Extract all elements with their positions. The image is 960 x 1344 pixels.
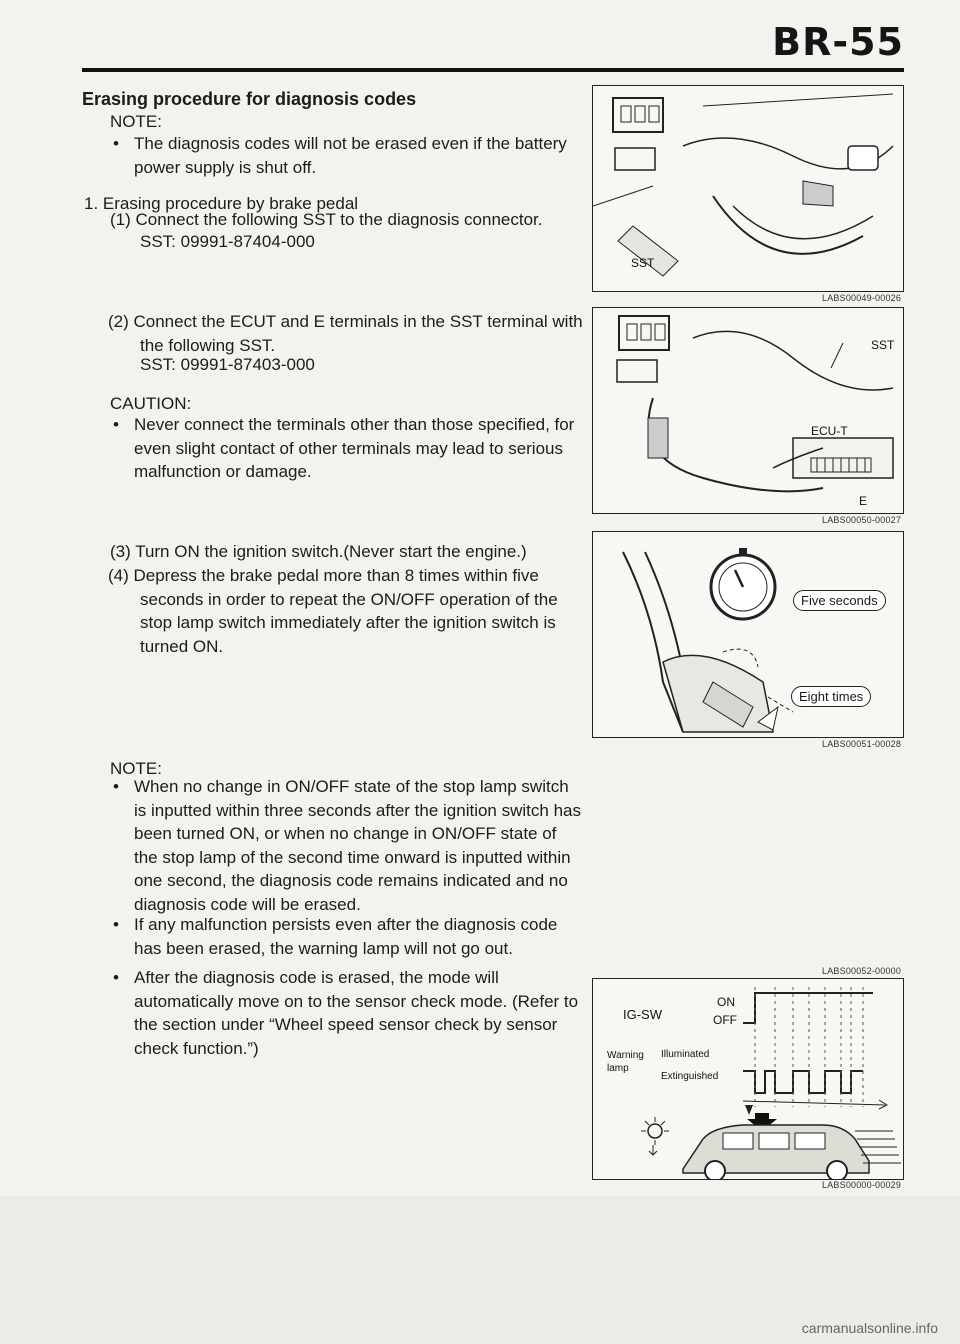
header-rule	[82, 68, 904, 72]
fig4-illuminated: Illuminated	[661, 1049, 710, 1060]
fig2-e-label: E	[859, 494, 868, 508]
step3: (3) Turn ON the ignition switch.(Never start the engine.)	[110, 542, 527, 561]
fig3-five-label: Five seconds	[793, 590, 886, 611]
section-title: Erasing procedure for diagnosis codes	[82, 89, 417, 109]
fig4-warning-lamp: Warning lamp	[607, 1050, 644, 1074]
figure-ecut-e-sst	[592, 307, 904, 514]
fig4-off: OFF	[713, 1013, 737, 1027]
step1-sst1: SST: 09991-87404-000	[140, 232, 315, 251]
fig2-ecut-label: ECU-T	[811, 424, 848, 438]
step1-sub1: (1) Connect the following SST to the diagnosis connector.	[110, 210, 543, 229]
fig4-on: ON	[717, 995, 735, 1009]
fig4-ig-sw: IG-SW	[623, 1007, 662, 1022]
caution-bullet: • Never connect the terminals other than those specified, for even slight contact of other terminals may lead to serious malfunction or damage.	[113, 415, 575, 481]
note-label: NOTE:	[110, 112, 162, 131]
note-bullet-text: The diagnosis codes will not be erased even if the battery power supply is shut off.	[134, 134, 567, 177]
step1-sub2: (2) Connect the ECUT and E terminals in the SST terminal with the following SST.	[108, 312, 583, 355]
step1-title: 1. Erasing procedure by brake pedal	[84, 194, 359, 213]
caution-bullet-text: Never connect the terminals other than those specified, for even slight contact of other terminals may lead to serious malfunction or damage.	[134, 415, 575, 481]
fig4-extinguished: Extinguished	[661, 1071, 719, 1082]
note2-bullet-3: • After the diagnosis code is erased, the mode will automatically move on to the sensor check mode. (Refer to the section under “Wheel speed sensor check by sensor check function.”)	[113, 968, 579, 1058]
page-number: BR-55	[772, 20, 904, 64]
fig3-eight-label: Eight times	[791, 686, 871, 707]
note2-bullet-2-text: If any malfunction persists even after the diagnosis code has been erased, the warning lamp will not go out.	[134, 915, 558, 958]
fig4-code: LABS00000-00029	[822, 1180, 902, 1190]
note-bullet: • The diagnosis codes will not be erased even if the battery power supply is shut off.	[113, 134, 567, 177]
fig4-code-top: LABS00052-00000	[822, 966, 902, 976]
note2-label: NOTE:	[110, 759, 162, 778]
fig1-sst-label: SST	[631, 256, 655, 270]
fig3-code: LABS00051-00028	[822, 739, 902, 749]
note2-bullet-1: • When no change in ON/OFF state of the stop lamp switch is inputted within three seconds after the ignition switch has been turned ON, or when no change in ON/OFF state of the stop lamp of the second time onward is inputted within one second, the diagnosis code remains indicated and no diagnosis code will be erased.	[113, 777, 581, 914]
note2-bullet-3-text: After the diagnosis code is erased, the mode will automatically move on to the sensor check mode. (Refer to the section under “Wheel speed sensor check by sensor check function.”)	[134, 968, 579, 1058]
step4: (4) Depress the brake pedal more than 8 times within five seconds in order to repeat the ON/OFF operation of the stop lamp switch immediately after the ignition switch is turned ON.	[108, 566, 558, 656]
fig2-code: LABS00050-00027	[822, 515, 902, 525]
note2-bullet-2: • If any malfunction persists even after the diagnosis code has been erased, the warning lamp will not go out.	[113, 915, 558, 958]
watermark: carmanualsonline.info	[801, 1320, 938, 1336]
figure-connector-sst	[592, 85, 904, 292]
fig1-code: LABS00049-00026	[822, 293, 902, 303]
step1-sst2: SST: 09991-87403-000	[140, 355, 315, 374]
caution-label: CAUTION:	[110, 394, 192, 413]
figure-signal-timing	[592, 978, 904, 1180]
fig2-sst-label: SST	[871, 338, 895, 352]
note2-bullet-1-text: When no change in ON/OFF state of the stop lamp switch is inputted within three seconds after the ignition switch has been turned ON, or when no change in ON/OFF state of the stop lamp of the second time onward is inputted within one second, the diagnosis code remains indicated and no diagnosis code will be erased.	[134, 777, 581, 914]
figure-pedal-timing	[592, 531, 904, 738]
figure-ecut-e-sst-drawing	[593, 308, 903, 513]
